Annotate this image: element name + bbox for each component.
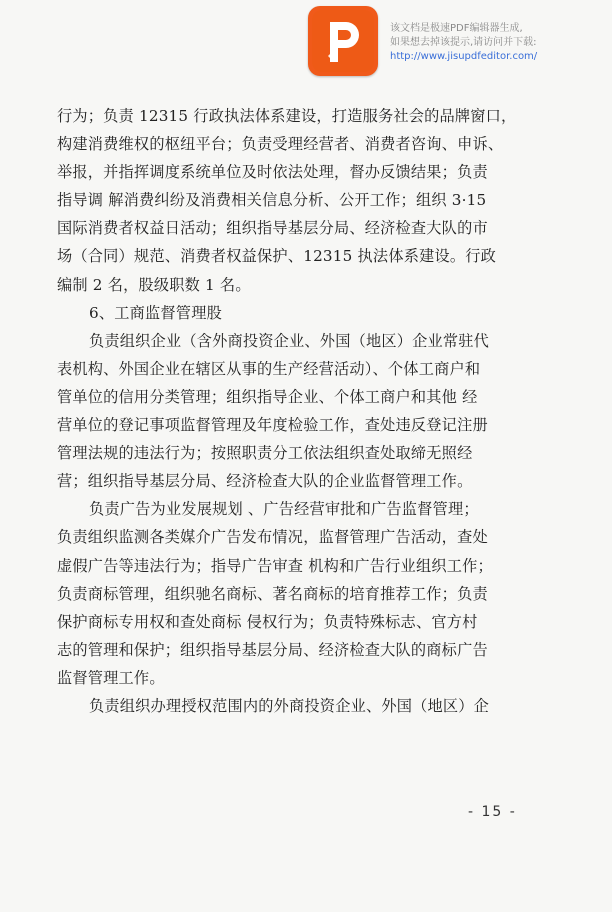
watermark-line-2: 如果想去掉该提示,请访问并下载:: [390, 37, 537, 48]
body-line: 举报，并指挥调度系统单位及时依法处理，督办反馈结果；负责: [57, 163, 488, 182]
page-number: - 15 -: [468, 804, 517, 820]
body-line: 构建消费维权的枢纽平台；负责受理经营者、消费者咨询、申诉、: [57, 135, 504, 154]
body-line: 负责商标管理，组织驰名商标、著名商标的培育推荐工作；负责: [57, 584, 488, 603]
watermark-line-1: 该文档是极速PDF编辑器生成,: [390, 23, 523, 34]
body-line: 表机构、外国企业在辖区从事的生产经营活动）、个体工商户和: [57, 359, 481, 378]
body-line: 负责组织监测各类媒介广告发布情况，监督管理广告活动，查处: [57, 528, 488, 547]
body-line: 志的管理和保护；组织指导基层分局、经济检查大队的商标广告: [57, 640, 488, 659]
body-line: 营；组织指导基层分局、经济检查大队的企业监督管理工作。: [57, 472, 473, 491]
body-line: 监督管理工作。: [57, 668, 165, 687]
body-line: 指导调 解消费纠纷及消费相关信息分析、公开工作；组织 3·15: [57, 191, 487, 210]
body-line: 行为；负责 12315 行政执法体系建设，打造服务社会的品牌窗口，: [57, 107, 517, 125]
section-heading: 6、工商监督管理股: [89, 303, 222, 322]
watermark-notice: [390, 22, 605, 64]
body-line: 场（合同）规范、消费者权益保护、12315 执法体系建设。行政: [57, 247, 497, 266]
body-line: 负责组织企业（含外商投资企业、外国（地区）企业常驻代: [89, 331, 490, 350]
body-line: 营单位的登记事项监督管理及年度检验工作，查处违反登记注册: [57, 416, 488, 435]
pdf-editor-logo-icon: [308, 6, 378, 76]
body-line: 国际消费者权益日活动；组织指导基层分局、经济检查大队的市: [57, 219, 488, 238]
body-line: 虚假广告等违法行为；指导广告审查 机构和广告行业组织工作；: [57, 556, 493, 575]
watermark-url-link[interactable]: http://www.jisupdfeditor.com/: [390, 51, 538, 62]
body-line: 保护商标专用权和查处商标 侵权行为；负责特殊标志、官方村: [57, 612, 478, 631]
body-line: 编制 2 名，股级职数 1 名。: [57, 275, 251, 294]
document-body: [57, 102, 547, 720]
body-line: 负责广告为业发展规划 、广告经营审批和广告监督管理；: [89, 500, 479, 519]
body-line: 负责组织办理授权范围内的外商投资企业、外国（地区）企: [89, 696, 490, 715]
body-line: 管单位的信用分类管理；组织指导企业、个体工商户和其他 经: [57, 387, 478, 406]
body-line: 管理法规的违法行为；按照职责分工依法组织查处取缔无照经: [57, 444, 473, 463]
